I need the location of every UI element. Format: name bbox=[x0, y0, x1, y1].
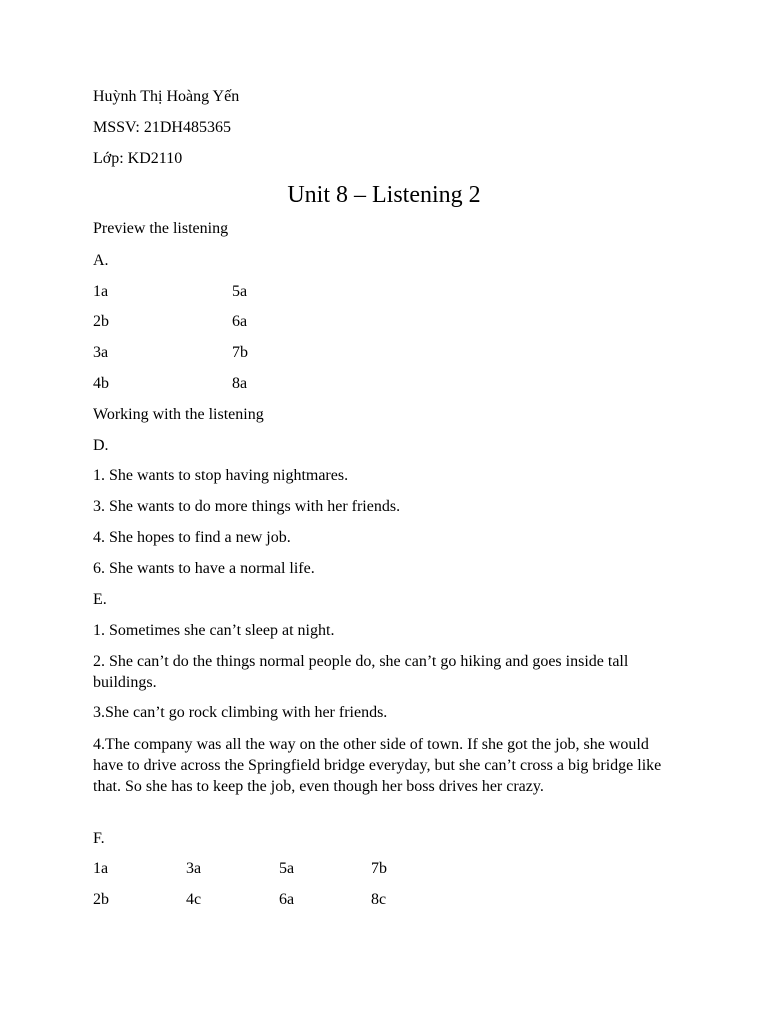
answer-a-7: 7b bbox=[232, 344, 248, 361]
answer-a-5: 5a bbox=[232, 283, 248, 300]
answer-a-3: 3a bbox=[93, 344, 109, 361]
section-f-label: F. bbox=[93, 830, 105, 847]
answer-f-7: 7b bbox=[371, 860, 387, 877]
section-e-item: 3.She can’t go rock climbing with her friends. bbox=[93, 704, 388, 721]
section-e-item: 2. She can’t do the things normal people do, she can’t go hiking and goes inside tall buildings. bbox=[93, 653, 629, 691]
answer-a-2: 2b bbox=[93, 313, 109, 330]
section-d-item: 6. She wants to have a normal life. bbox=[93, 560, 315, 577]
class-label: Lớp: KD2110 bbox=[93, 150, 183, 167]
section-e-label: E. bbox=[93, 591, 107, 608]
section-d-item: 1. She wants to stop having nightmares. bbox=[93, 467, 349, 484]
section-d-item: 4. She hopes to find a new job. bbox=[93, 529, 291, 546]
section-e-item: 1. Sometimes she can’t sleep at night. bbox=[93, 622, 335, 639]
section-a-label: A. bbox=[93, 252, 109, 269]
answer-f-8: 8c bbox=[371, 891, 387, 908]
section-d-item: 3. She wants to do more things with her friends. bbox=[93, 498, 401, 515]
answer-a-8: 8a bbox=[232, 375, 248, 392]
section-e-item: 4.The company was all the way on the other side of town. If she got the job, she would have to drive across the Springfield bridge everyday, but she can’t cross a big bridge like that. So she has to keep the job, even though her boss drives her crazy. bbox=[93, 736, 662, 795]
student-name: Huỳnh Thị Hoàng Yến bbox=[93, 88, 240, 105]
answer-a-1: 1a bbox=[93, 283, 109, 300]
preview-heading: Preview the listening bbox=[93, 220, 229, 237]
answer-f-4: 4c bbox=[186, 891, 202, 908]
answer-f-5: 5a bbox=[279, 860, 295, 877]
working-heading: Working with the listening bbox=[93, 406, 264, 423]
document-title: Unit 8 – Listening 2 bbox=[287, 182, 481, 208]
answer-f-1: 1a bbox=[93, 860, 109, 877]
section-d-label: D. bbox=[93, 437, 109, 454]
answer-f-3: 3a bbox=[186, 860, 202, 877]
answer-a-4: 4b bbox=[93, 375, 109, 392]
answer-a-6: 6a bbox=[232, 313, 248, 330]
answer-f-2: 2b bbox=[93, 891, 109, 908]
student-id: MSSV: 21DH485365 bbox=[93, 119, 231, 136]
answer-f-6: 6a bbox=[279, 891, 295, 908]
